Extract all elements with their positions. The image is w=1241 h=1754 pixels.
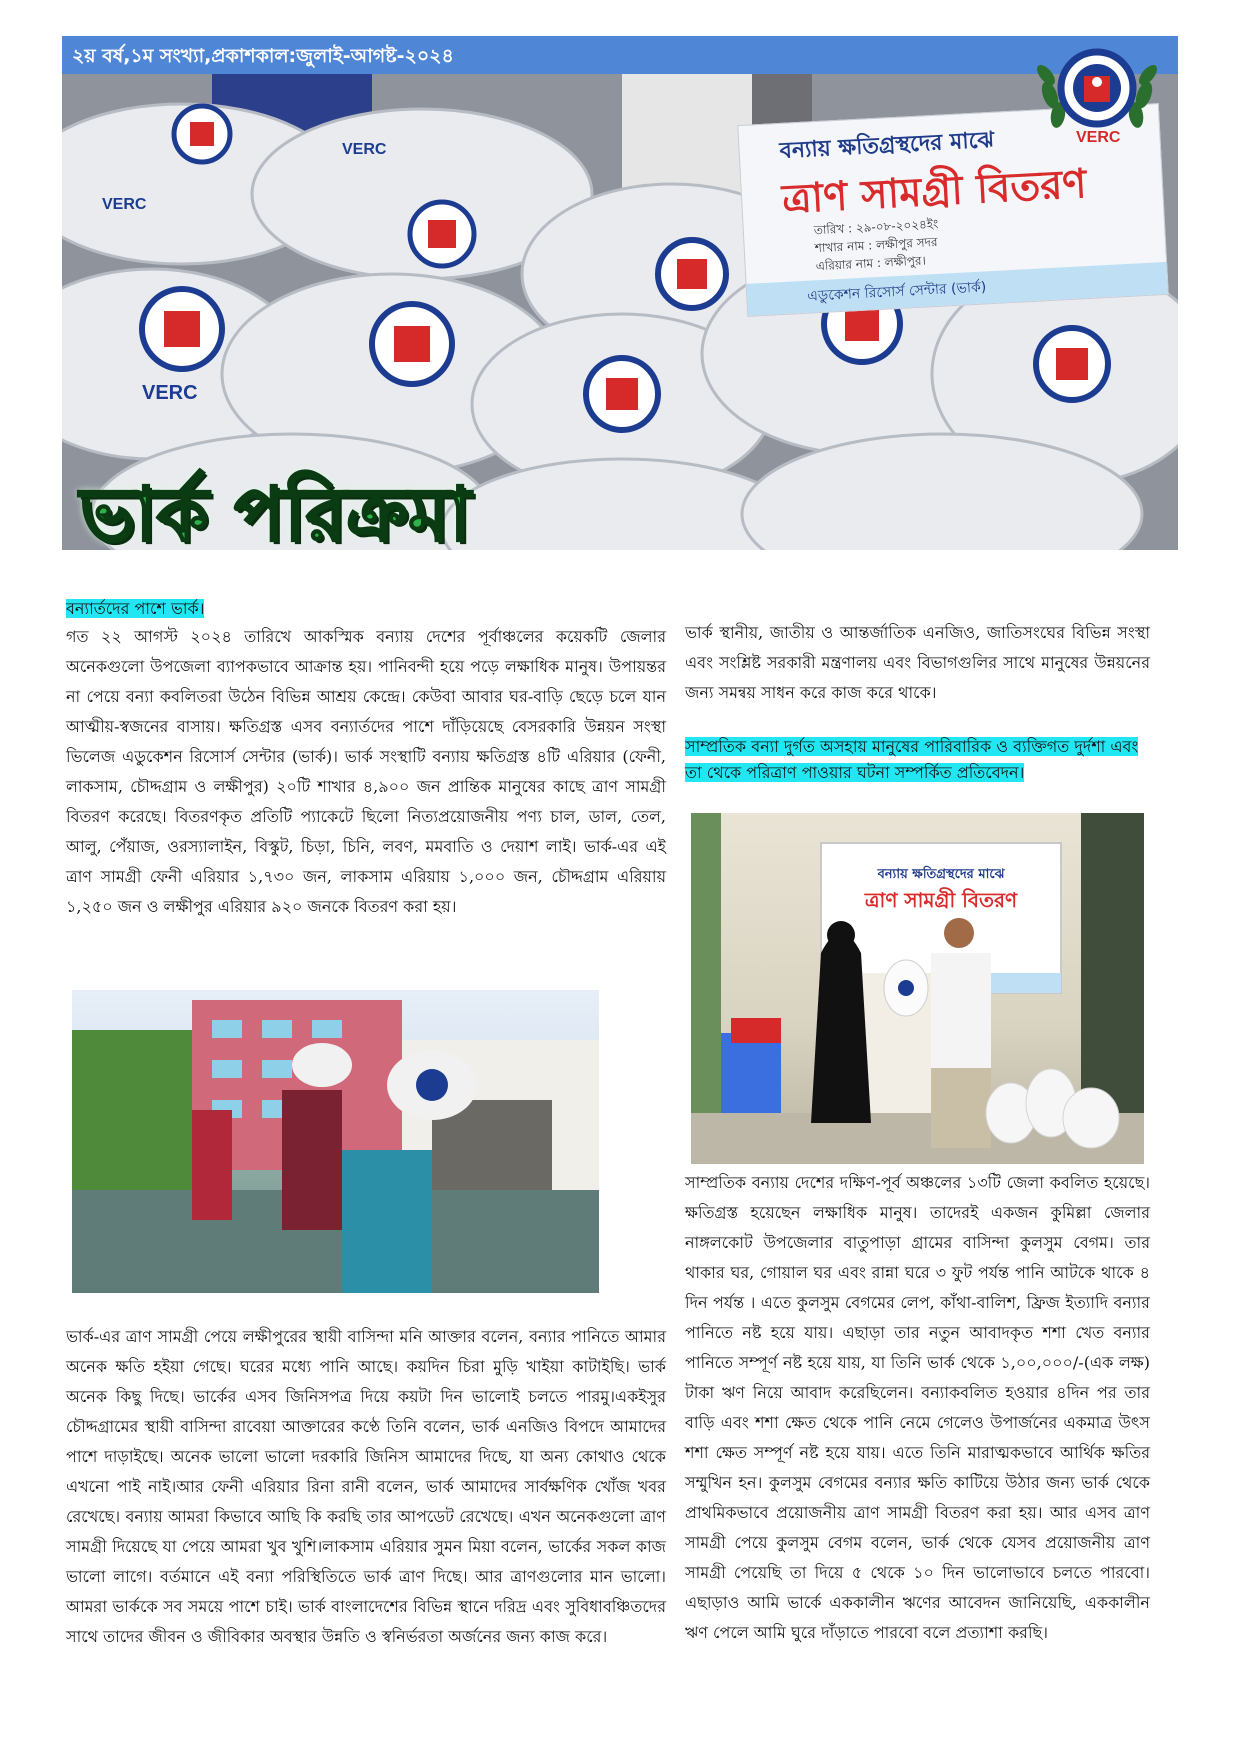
left-column [66,596,666,922]
right-paragraph-1: ভার্ক স্থানীয়, জাতীয় ও আন্তর্জাতিক এনজিও, জাতিসংঘের বিভিন্ন সংস্থা এবং সংশ্লিষ্ট সরকারী মন্ত্রণালয় এবং বিভাগগুলির সাথে মানুষের উন্নয়নের জন্য সমন্বয় সাধন করে কাজ করে থাকে। [685,623,1150,702]
sign-line-2: ত্রাণ সামগ্রী বিতরণ [781,161,1088,223]
bag-label-2: VERC [342,141,387,158]
left-paragraph-2: ভার্ক-এর ত্রাণ সামগ্রী পেয়ে লক্ষীপুরের স্থায়ী বাসিন্দা মনি আক্তার বলেন, বন্যার পানিতে আমার অনেক ক্ষতি হইয়া গেছে। ঘরের মধ্যে পানি আছে। কয়দিন চিরা মুড়ি খাইয়া কাটাইছি। ভার্ক অনেক কিছু দিছে। ভার্কের এসব জিনিসপত্র দিয়ে কয়টা দিন ভালোই চলতে পারমু।একইসুর চৌদ্দগ্রামের স্থায়ী বাসিন্দা রাবেয়া আক্তারের কণ্ঠে তিনি বলেন, ভার্ক এনজিও বিপদে আমাদের পাশে দাড়াইছে। অনেক ভালো ভালো দরকারি জিনিস আমাদের দিছে, যা অন্য কোথাও থেকে এখনো পাই নাই।আর ফেনী এরিয়ার রিনা রানী বলেন, ভার্ক আমাদের সার্বক্ষণিক খোঁজ খবর রেখেছে। বন্যায় আমরা কিভাবে আছি কি করছি তার আপডেট রেখেছে। এখন অনেকগুলো ত্রাণ সামগ্রী দিয়েছে যা পেয়ে আমরা খুব খুশি।লাকসাম এরিয়ার সুমন মিয়া বলেন, ভার্কের সকল কাজ ভালো লাগে। বর্তমানে এই বন্যা পরিস্থিতিতে ভার্ক ত্রাণ দিছে। আর ত্রাণগুলোর মান ভালো। আমরা ভার্ককে সব সময়ে পাশে চাই। ভার্ক বাংলাদেশের বিভিন্ন স্থানে দরিদ্র এবং সুবিধাবঞ্চিতদের সাথে তাদের জীবন ও জীবিকার অবস্থার উন্নতি ও স্বনির্ভরতা অর্জনের জন্য কাজ করে। [66,1327,666,1646]
distribution-photo [691,813,1144,1164]
right-column-lower [685,1168,1150,1648]
bag-label-1: VERC [102,196,147,213]
left-paragraph-1: গত ২২ আগস্ট ২০২৪ তারিখে আকস্মিক বন্যায় দেশের পূর্বাঞ্চলের কয়েকটি জেলার অনেকগুলো উপজেলা ব্যাপকভাবে আক্রান্ত হয়। পানিবন্দী হয়ে পড়ে লক্ষাধিক মানুষ। উপায়ন্তর না পেয়ে বন্যা কবলিতরা উঠেন বিভিন্ন আশ্রয় কেন্দ্রে। কেউবা আবার ঘর-বাড়ি ছেড়ে চলে যান আত্মীয়-স্বজনের বাসায়। ক্ষতিগ্রস্ত এসব বন্যার্তদের পাশে দাঁড়িয়েছে বেসরকারি উন্নয়ন সংস্থা ভিলেজ এডুকেশন রিসোর্স সেন্টার (ভার্ক)। ভার্ক সংস্থাটি বন্যায় ক্ষতিগ্রস্ত ৪টি এরিয়ার (ফেনী, লাকসাম, চৌদ্দগ্রাম ও লক্ষীপুর) ২০টি শাখার ৪,৯০০ জন প্রান্তিক মানুষের কাছে ত্রাণ সামগ্রী বিতরণ করেছে। বিতরণকৃত প্রতিটি প্যাকেটে ছিলো নিত্যপ্রয়োজনীয় পণ্য চাল, ডাল, তেল, আলু, পেঁয়াজ, ওরস্যালাইন, বিস্কুট, চিড়া, চিনি, লবণ, মমবাতি ও দেয়াশ লাই। ভার্ক-এর এই ত্রাণ সামগ্রী ফেনী এরিয়ার ১,৭৩০ জন, লাকসাম এরিয়ায় ১,০০০ জন, চৌদ্দগ্রাম এরিয়ায় ১,২৫০ জন ও লক্ষীপুর এরিয়ার ৯২০ জনকে বিতরণ করা হয়। [66,627,666,916]
sign-line-4: শাখার নাম : লক্ষীপুর সদর [814,234,938,256]
sign-line-1: বন্যায় ক্ষতিগ্রস্থদের মাঝে [779,127,995,164]
flood-scene-illustration [72,990,599,1293]
sign-line-3: তারিখ : ২৯-০৮-২০২৪ইং [813,216,939,238]
sign-line-5: এরিয়ার নাম : লক্ষীপুর। [815,253,927,274]
right-section-heading: সাম্প্রতিক বন্যা দুর্গত অসহায় মানুষের পারিবারিক ও ব্যক্তিগত দুর্দশা এবং তা থেকে পরিত্রাণ পাওয়ার ঘটনা সম্পর্কিত প্রতিবেদন। [685,737,1139,782]
bag-label-3: VERC [142,382,198,404]
right-column [685,618,1150,786]
verc-logo [1032,40,1162,150]
left-column-lower [66,1322,666,1652]
issue-line: ২য় বর্ষ,১ম সংখ্যা,প্রকাশকাল:জুলাই-আগষ্ট-২০২৪ [72,45,454,67]
sign-line-6: এডুকেশন রিসোর্স সেন্টার (ভার্ক) [747,262,1168,316]
photo-sign-line-2: ত্রাণ সামগ্রী বিতরণ [864,888,1018,912]
photo-sign [841,865,1041,919]
newsletter-title: ভার্ক পরিক্রমা [80,472,471,550]
logo-text: VERC [1076,129,1121,146]
photo-sign-line-1: বন্যায় ক্ষতিগ্রস্থদের মাঝে [877,867,1005,882]
verc-logo-icon [1032,40,1162,150]
issue-bar [62,36,1178,74]
left-section-heading: বন্যার্তদের পাশে ভার্ক। [66,599,205,618]
hero-photo [62,74,1178,550]
flood-photo [72,990,599,1293]
right-paragraph-2: সাম্প্রতিক বন্যায় দেশের দক্ষিণ-পূর্ব অঞ্চলের ১৩টি জেলা কবলিত হয়েছে। ক্ষতিগ্রস্ত হয়েছেন লক্ষাধিক মানুষ। তাদেরই একজন কুমিল্লা জেলার নাঙ্গলকোট উপজেলার বাতুপাড়া গ্রামের বাসিন্দা কুলসুম বেগম। তার থাকার ঘর, গোয়াল ঘর এবং রান্না ঘরে ৩ ফুট পর্যন্ত পানি আটকে থাকে ৪ দিন পর্যন্ত । এতে কুলসুম বেগমের লেপ, কাঁথা-বালিশ, ফ্রিজ ইত্যাদি বন্যার পানিতে নষ্ট হয়ে যায়। এছাড়া তার নতুন আবাদকৃত শশা খেত বন্যার পানিতে সম্পূর্ণ নষ্ট হয়ে যায়, যা তিনি ভার্ক থেকে ১,০০,০০০/-(এক লক্ষ) টাকা ঋণ নিয়ে আবাদ করেছিলেন। বন্যাকবলিত হওয়ার ৪দিন পর তার বাড়ি এবং শশা ক্ষেত থেকে পানি নেমে গেলেও উপার্জনের একমাত্র উৎস শশা ক্ষেত সম্পূর্ণ নষ্ট হয়ে যায়। এতে তিনি মারাত্মকভাবে আর্থিক ক্ষতির সম্মুখিন হন। কুলসুম বেগমের বন্যার ক্ষতি কাটিয়ে উঠার জন্য ভার্ক থেকে প্রাথমিকভাবে প্রয়োজনীয় ত্রাণ সামগ্রী বিতরণ করা হয়। আর এসব ত্রাণ সামগ্রী পেয়ে কুলসুম বেগম বলেন, ভার্ক থেকে যেসব প্রয়োজনীয় ত্রাণ সামগ্রী পেয়েছি তা দিয়ে ৫ থেকে ১০ দিন ভালোভাবে চলতে পারবো। এছাড়াও আমি ভার্কে এককালীন ঋণের আবেদন জানিয়েছি, এককালীন ঋণ পেলে আমি ঘুরে দাঁড়াতে পারবো বলে প্রত্যাশা করছি। [685,1173,1150,1642]
